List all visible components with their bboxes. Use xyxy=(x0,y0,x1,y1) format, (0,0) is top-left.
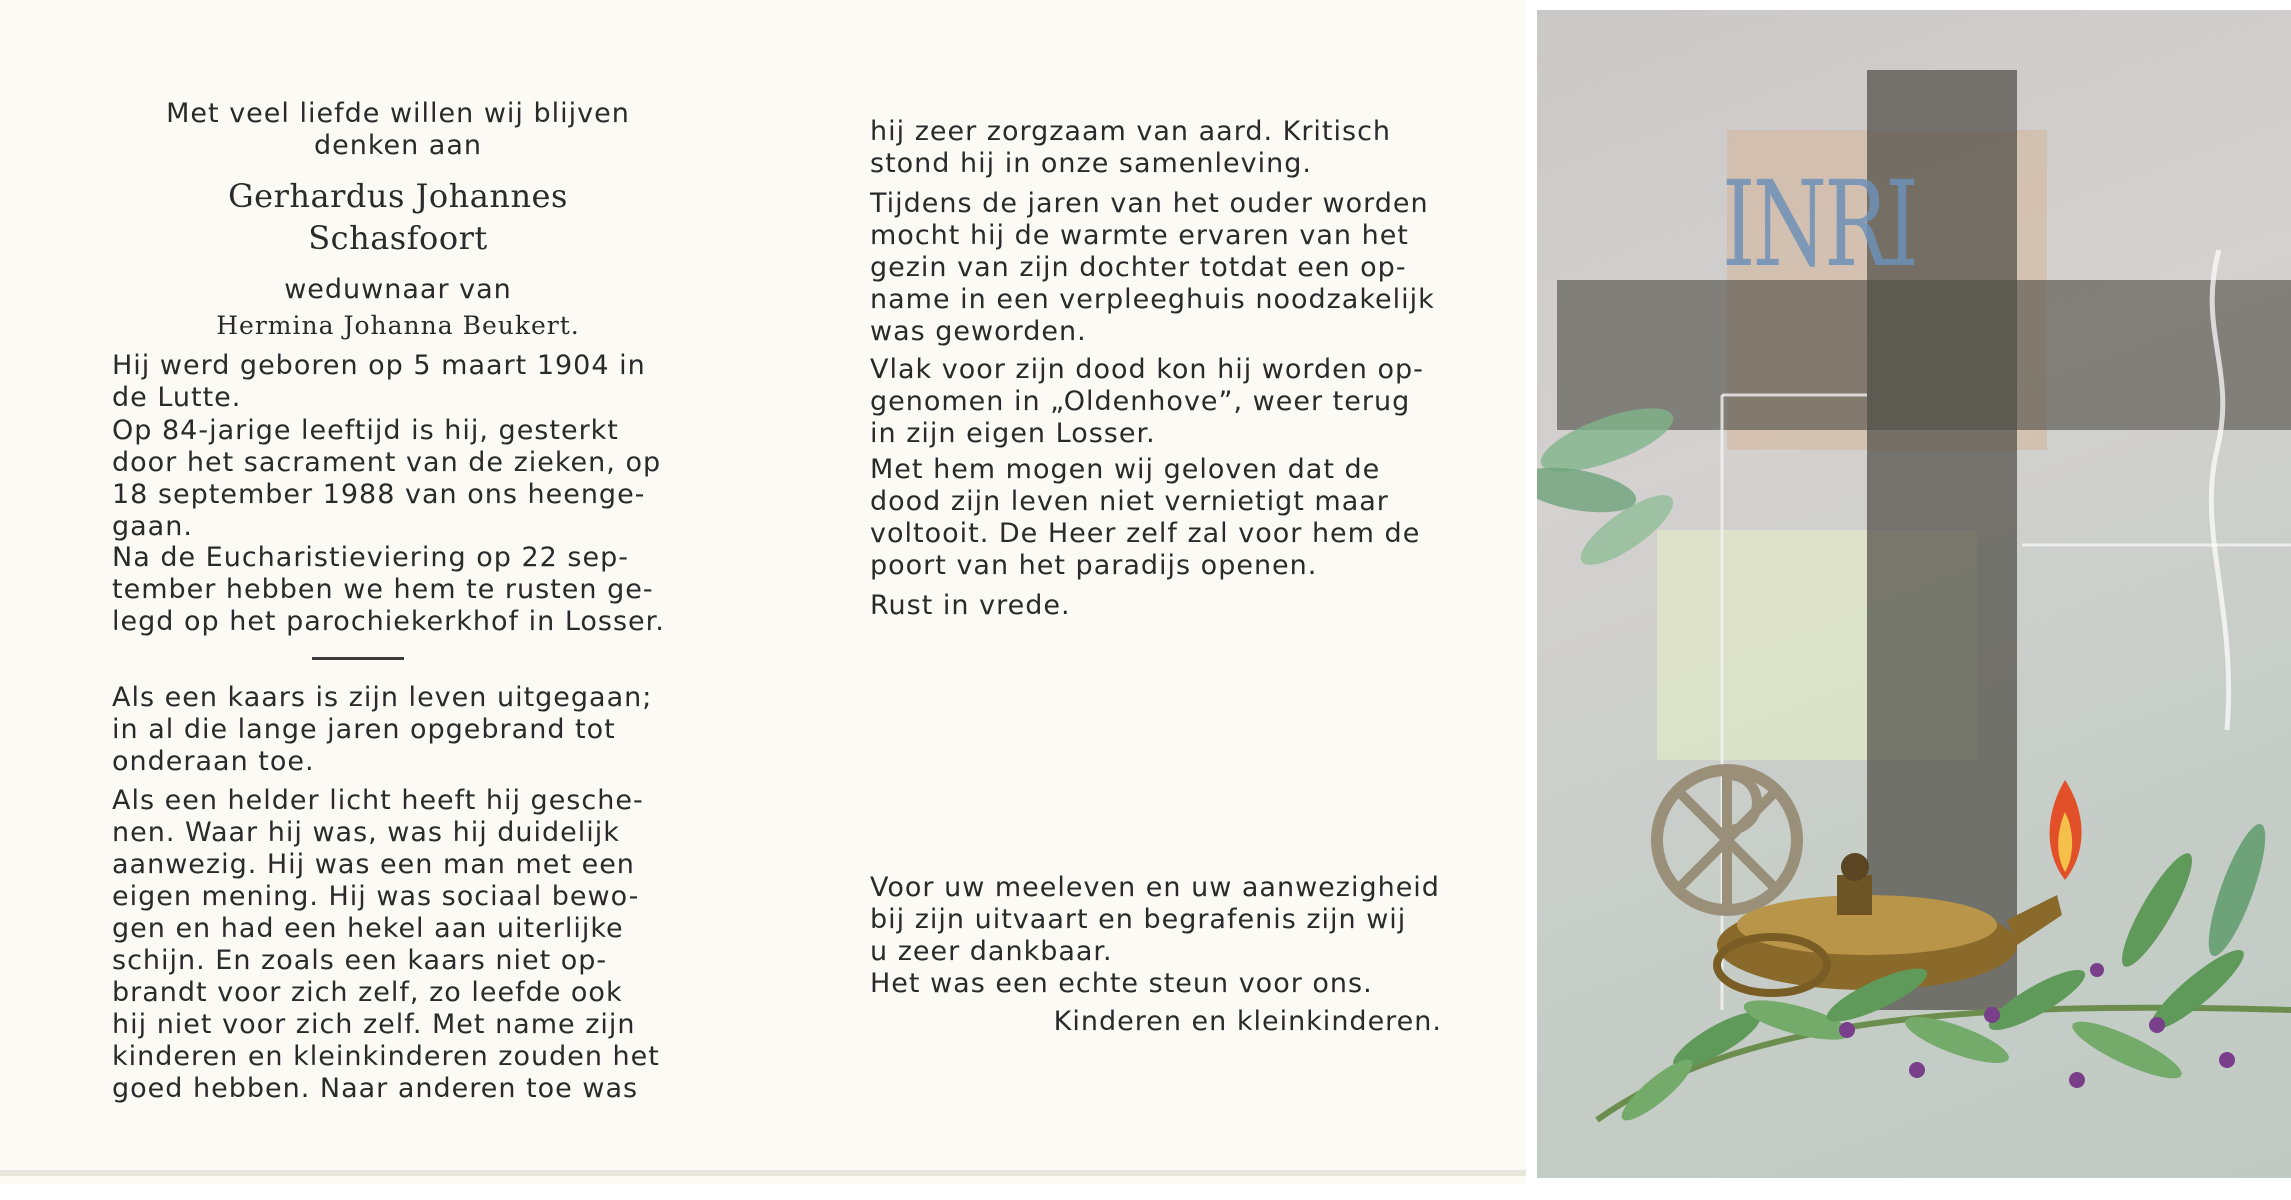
intro xyxy=(112,98,684,162)
text-line: Als een helder licht heeft hij gesche- xyxy=(112,785,644,816)
text-line: legd op het parochiekerkhof in Losser. xyxy=(112,606,665,637)
text-line: gezin van zijn dochter totdat een op- xyxy=(870,252,1407,283)
text-line: in al die lange jaren opgebrand tot xyxy=(112,714,616,745)
text-line: nen. Waar hij was, was hij duidelijk xyxy=(112,817,620,848)
intro-line-2: denken aan xyxy=(313,130,483,161)
text-line: stond hij in onze samenleving. xyxy=(870,148,1312,179)
text-line: name in een verpleeghuis noodzakelijk xyxy=(870,284,1435,315)
paragraph-thanks xyxy=(870,872,1442,1000)
text-line: mocht hij de warmte ervaren van het xyxy=(870,220,1409,251)
text-line: kinderen en kleinkinderen zouden het xyxy=(112,1041,660,1072)
text-line: was geworden. xyxy=(870,316,1087,347)
text-line: goed hebben. Naar anderen toe was xyxy=(112,1073,639,1104)
paragraph-candle xyxy=(112,682,684,778)
text-line: aanwezig. Hij was een man met een xyxy=(112,849,635,880)
text-line: hij niet voor zich zelf. Met name zijn xyxy=(112,1009,636,1040)
deceased-name xyxy=(112,176,684,258)
paragraph-home xyxy=(870,354,1442,450)
text-line: voltooit. De Heer zelf zal voor hem de xyxy=(870,518,1421,549)
paragraph-burial xyxy=(112,542,684,638)
paragraph-light xyxy=(112,785,684,1105)
text-line: Vlak voor zijn dood kon hij worden op- xyxy=(870,354,1424,385)
text-line: Na de Eucharistieviering op 22 sep- xyxy=(112,542,629,573)
paragraph-death xyxy=(112,415,684,543)
text-line: schijn. En zoals een kaars niet op- xyxy=(112,945,608,976)
text-line: hij zeer zorgzaam van aard. Kritisch xyxy=(870,116,1392,147)
text-line: door het sacrament van de zieken, op xyxy=(112,447,662,478)
paragraph-care xyxy=(870,116,1442,180)
name-line-1: Gerhardus Johannes xyxy=(228,177,568,215)
text-line: tember hebben we hem te rusten ge- xyxy=(112,574,654,605)
text-line: Op 84-jarige leeftijd is hij, gesterkt xyxy=(112,415,619,446)
signature: Kinderen en kleinkinderen. xyxy=(1053,1006,1442,1037)
text-line: genomen in „Oldenhove”, weer terug xyxy=(870,386,1411,417)
paragraph-birth xyxy=(112,350,684,414)
text-line: Het was een echte steun voor ons. xyxy=(870,968,1373,999)
text-line: bij zijn uitvaart en begrafenis zijn wij xyxy=(870,904,1407,935)
text-line: 18 september 1988 van ons heenge- xyxy=(112,479,646,510)
text-line: u zeer dankbaar. xyxy=(870,936,1113,967)
intro-line-1: Met veel liefde willen wij blijven xyxy=(166,98,630,129)
text-line: in zijn eigen Losser. xyxy=(870,418,1156,449)
text-line: Tijdens de jaren van het ouder worden xyxy=(870,188,1429,219)
text-line: dood zijn leven niet vernietigt maar xyxy=(870,486,1389,517)
text-line: brandt voor zich zelf, zo leefde ook xyxy=(112,977,623,1008)
relation-text: weduwnaar van xyxy=(284,274,512,305)
text-line: gen en had een hekel aan uiterlijke xyxy=(112,913,624,944)
text-line: onderaan toe. xyxy=(112,746,315,777)
religious-illustration xyxy=(1537,10,2291,1178)
text-line: Voor uw meeleven en uw aanwezigheid xyxy=(870,872,1440,903)
text-line: gaan. xyxy=(112,511,193,542)
section-divider xyxy=(312,657,404,660)
text-line: de Lutte. xyxy=(112,382,242,413)
card-bottom-edge xyxy=(0,1170,1526,1176)
text-line: Als een kaars is zijn leven uitgegaan; xyxy=(112,682,653,713)
paragraph-faith xyxy=(870,454,1442,582)
name-line-2: Schasfoort xyxy=(308,219,488,257)
rest-in-peace: Rust in vrede. xyxy=(870,590,1071,621)
paragraph-age xyxy=(870,188,1442,348)
spouse-name: Hermina Johanna Beukert. xyxy=(216,311,580,340)
inri-inscription: INRI xyxy=(1722,155,1916,293)
text-line: Met hem mogen wij geloven dat de xyxy=(870,454,1381,485)
text-line: Hij werd geboren op 5 maart 1904 in xyxy=(112,350,646,381)
text-line: poort van het paradijs openen. xyxy=(870,550,1318,581)
text-line: eigen mening. Hij was sociaal bewo- xyxy=(112,881,640,912)
